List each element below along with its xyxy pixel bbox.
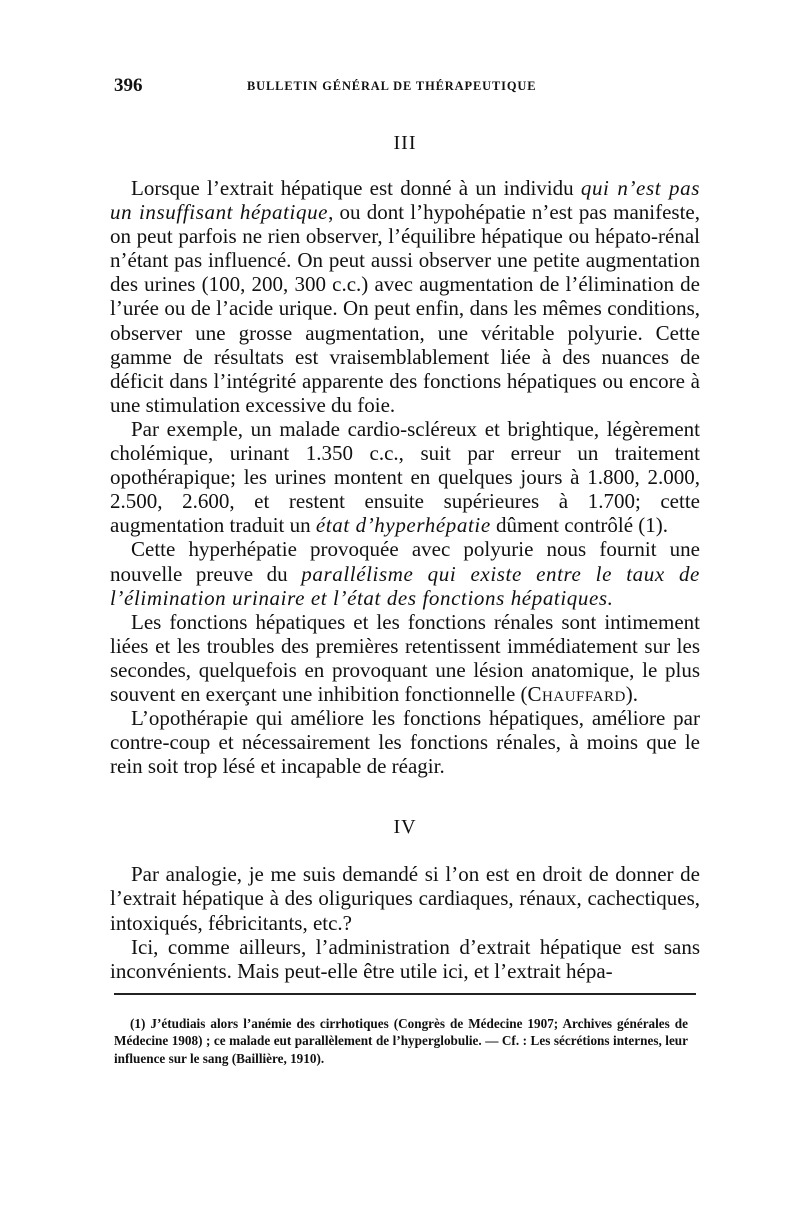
author-name: Chauffard bbox=[527, 681, 626, 706]
paragraph: Par exemple, un malade cardio-scléreux et brightique, légèrement cholémique, urinant 1.350 c.c., suit par erreur un traitement opothérapique; les urines montent en quelques jours à 1.800, 2.000, 2.500, 2.600, et restent ensuite supérieures à 1.700; cette augmentation traduit un état d’hyperhépatie dûment contrôlé (1). bbox=[110, 416, 700, 538]
paragraph: Par analogie, je me suis demandé si l’on est en droit de donner de l’extrait hépatique à des oliguriques cardiaques, rénaux, cachectiques, intoxiqués, fébricitants, etc.? bbox=[110, 862, 700, 935]
page-header bbox=[114, 74, 700, 98]
section-iii-body bbox=[110, 176, 700, 778]
footnote bbox=[114, 1015, 688, 1068]
book-page bbox=[110, 74, 700, 1067]
footnote-text: (1) J’étudiais alors l’anémie des cirrhotiques (Congrès de Médecine 1907; Archives générales de Médecine 1908) ; ce malade eut parallèlement de l’hyperglobulie. — Cf. : Les sécrétions internes, leur influence sur le sang (Baillière, 1910). bbox=[114, 1015, 688, 1066]
section-heading-iv: IV bbox=[393, 816, 417, 839]
paragraph: Les fonctions hépatiques et les fonctions rénales sont intimement liées et les troubles des premières retentissent immédiatement sur les secondes, quelquefois en provoquant une lésion anatomique, le plus souvent en exerçant une inhibition fonctionnelle (Chauffard). bbox=[110, 609, 700, 706]
section-heading-iii: III bbox=[393, 132, 417, 154]
page-number: 396 bbox=[114, 75, 143, 96]
paragraph: Lorsque l’extrait hépatique est donné à un individu qui n’est pas un insuffisant hépatique, ou dont l’hypohépatie n’est pas manifeste, on peut parfois ne rien observer, l’équilibre hépatique ou hépato-rénal n’étant pas influencé. On peut aussi observer une petite augmentation des urines (100, 200, 300 c.c.) avec augmentation de l’élimination de l’urée ou de l’acide urique. On peut enfin, dans les mêmes conditions, observer une grosse augmentation, une véritable polyurie. Cette gamme de résultats est vraisemblablement liée à des nuances de déficit dans l’intégrité apparente des fonctions hépatiques ou encore à une stimulation excessive du foie. bbox=[110, 176, 700, 417]
footnote-divider bbox=[114, 993, 696, 995]
section-iv-body bbox=[110, 862, 700, 982]
paragraph: L’opothérapie qui améliore les fonctions hépatiques, améliore par contre-coup et nécessairement les fonctions rénales, à moins que le rein soit trop lésé et incapable de réagir. bbox=[110, 706, 700, 779]
paragraph: Ici, comme ailleurs, l’administration d’extrait hépatique est sans inconvénients. Mais peut-elle être utile ici, et l’extrait hépa- bbox=[110, 934, 700, 983]
paragraph: Cette hyperhépatie provoquée avec polyurie nous fournit une nouvelle preuve du parallélisme qui existe entre le taux de l’élimination urinaire et l’état des fonctions hépatiques. bbox=[110, 537, 700, 610]
running-title: BULLETIN GÉNÉRAL DE THÉRAPEUTIQUE bbox=[247, 79, 537, 93]
